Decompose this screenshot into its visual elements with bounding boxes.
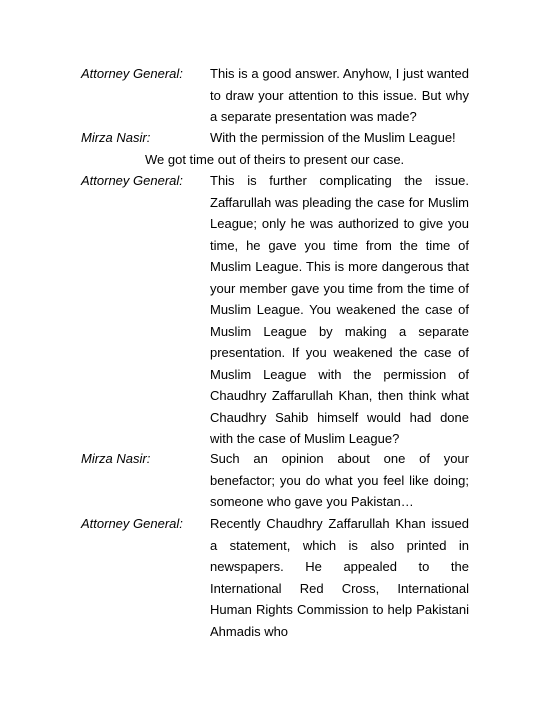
speaker-name: Attorney General: xyxy=(81,516,183,531)
speaker-name: Mirza Nasir: xyxy=(81,451,151,466)
speech-continuation: We got time out of theirs to present our case. xyxy=(145,151,405,167)
speech-text: This is further complicating the issue. Zaffarullah was pleading the case for Muslim League; only he was authorized to give you time, he gave you time from the time of Muslim League. This is more dangerous that your member gave you time from the time of Muslim League. You weakened the case of Muslim League by making a separate presentation. If you weakened the case of Muslim League with the permission of Chaudhry Zaffarullah Khan, then think what Chaudhry Sahib himself would had done with the case of Muslim League? xyxy=(210,173,469,446)
speech-text: Such an opinion about one of your benefactor; you do what you feel like doing; someone who gave you Pakistan… xyxy=(210,451,469,509)
speaker-name: Attorney General: xyxy=(81,173,183,188)
speaker-name: Attorney General: xyxy=(81,66,183,81)
speech-text: With the permission of the Muslim League! xyxy=(210,130,456,145)
speech-text: Recently Chaudhry Zaffarullah Khan issued a statement, which is also printed in newspapers. He appealed to the International Red Cross, International Human Rights Commission to help Pakistani Ahmadis who xyxy=(210,516,469,639)
speaker-name: Mirza Nasir: xyxy=(81,130,151,145)
speech-text: This is a good answer. Anyhow, I just wanted to draw your attention to this issue. But why a separate presentation was made? xyxy=(210,66,469,124)
